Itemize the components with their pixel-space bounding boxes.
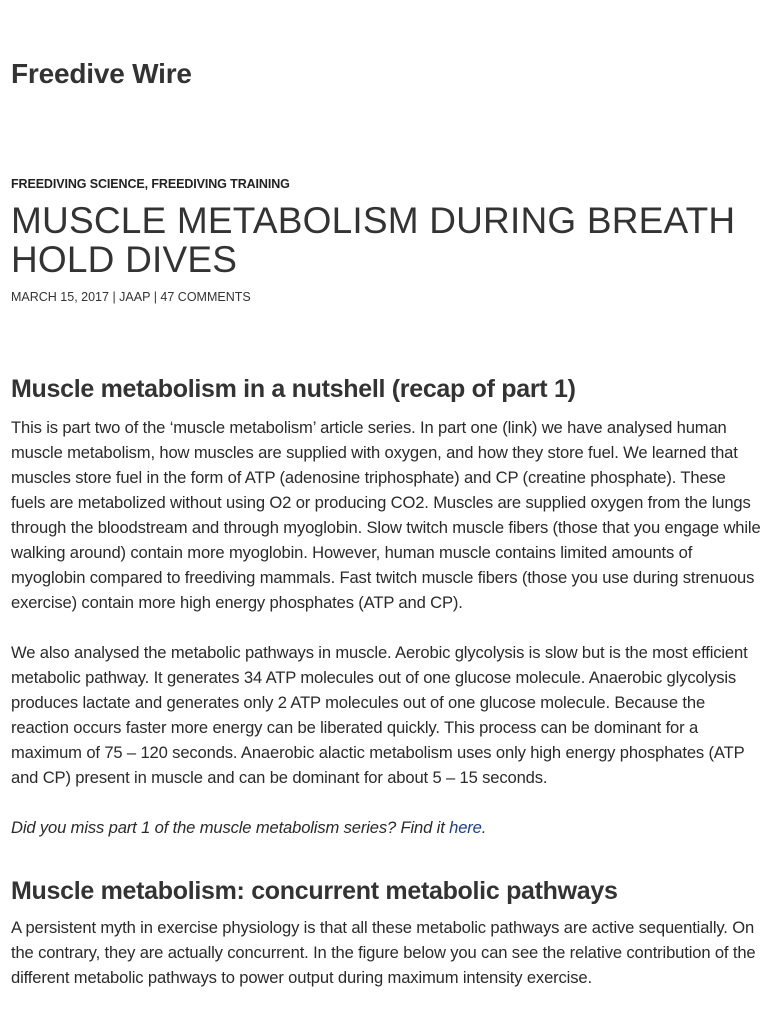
meta-separator: |: [150, 290, 161, 304]
category-link-freediving-science[interactable]: FREEDIVING SCIENCE: [11, 177, 145, 191]
post-categories: [11, 177, 290, 191]
category-separator: ,: [144, 177, 152, 191]
site-title-text[interactable]: Freedive Wire: [11, 58, 192, 89]
category-link-freediving-training[interactable]: FREEDIVING TRAINING: [151, 177, 290, 191]
site-title[interactable]: [11, 58, 192, 90]
part1-link[interactable]: here: [449, 818, 482, 837]
meta-separator: |: [108, 290, 120, 304]
post-date-link[interactable]: MARCH 15, 2017: [11, 290, 109, 304]
post-title: MUSCLE METABOLISM DURING BREATH HOLD DIVES: [11, 200, 736, 280]
paragraph-recap-2: We also analysed the metabolic pathways in muscle. Aerobic glycolysis is slow but is the most efficient metabolic pathway. It generates 34 ATP molecules out of one glucose molecule. Anaerobic glycolysis produces lactate and generates only 2 ATP molecules out of one glucose molecule. Because the reaction occurs faster more energy can be liberated quickly. This process can be dominant for a maximum of 75 – 120 seconds. Anaerobic alactic metabolism uses only high energy phosphates (ATP and CP) present in muscle and can be dominant for about 5 – 15 seconds.: [11, 643, 748, 787]
part1-note: [11, 815, 763, 840]
part1-note-end: .: [481, 818, 487, 837]
part1-note-text: Did you miss part 1 of the muscle metabolism series? Find it: [11, 818, 450, 837]
post-comments-link[interactable]: 47 COMMENTS: [160, 290, 251, 304]
post-meta: [11, 290, 251, 304]
section-heading-concurrent: Muscle metabolism: concurrent metabolic pathways: [11, 877, 618, 905]
post-author-link[interactable]: JAAP: [119, 290, 151, 304]
section-heading-recap: Muscle metabolism in a nutshell (recap of part 1): [11, 375, 576, 403]
paragraph-recap-1: This is part two of the ‘muscle metabolism’ article series. In part one (link) we have analysed human muscle metabolism, how muscles are supplied with oxygen, and how they store fuel. We learned that muscles store fuel in the form of ATP (adenosine triphosphate) and CP (creatine phosphate). These fuels are metabolized without using O2 or producing CO2. Muscles are supplied oxygen from the lungs through the bloodstream and through myoglobin. Slow twitch muscle fibers (those that you engage while walking around) contain more myoglobin. However, human muscle contains limited amounts of myoglobin compared to freediving mammals. Fast twitch muscle fibers (those you use during strenuous exercise) contain more high energy phosphates (ATP and CP).: [11, 418, 761, 612]
paragraph-concurrent-1: A persistent myth in exercise physiology is that all these metabolic pathways are active sequentially. On the contrary, they are actually concurrent. In the figure below you can see the relative contribution of the different metabolic pathways to power output during maximum intensity exercise.: [11, 918, 756, 987]
